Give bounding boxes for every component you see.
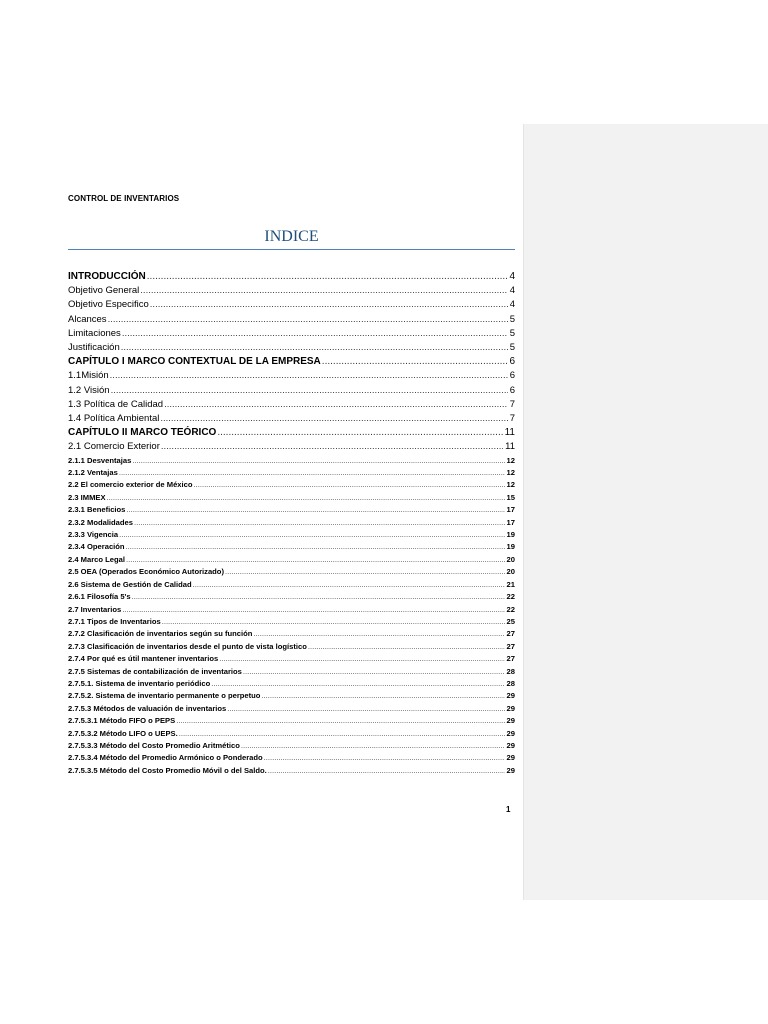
- toc-entry-label: 2.4 Marco Legal: [68, 554, 125, 564]
- toc-entry-page: 29: [506, 765, 515, 775]
- toc-leader-dots: [241, 740, 505, 752]
- toc-entry[interactable]: [68, 690, 515, 702]
- toc-entry[interactable]: [68, 641, 515, 653]
- toc-leader-dots: [132, 455, 504, 467]
- toc-leader-dots: [126, 504, 504, 516]
- page-number: 1: [506, 805, 511, 814]
- toc-entry-page: 11: [505, 441, 515, 453]
- toc-entry[interactable]: [68, 541, 515, 553]
- toc-entry-label: 2.7.2 Clasificación de inventarios según su función: [68, 629, 253, 639]
- toc-entry[interactable]: [68, 479, 515, 491]
- toc-entry-label: 2.7 Inventarios: [68, 604, 122, 614]
- toc-leader-dots: [160, 412, 507, 426]
- toc-leader-dots: [217, 426, 502, 440]
- toc-entry-page: 4: [509, 299, 515, 311]
- toc-entry[interactable]: [68, 765, 515, 777]
- toc-leader-dots: [121, 341, 508, 355]
- toc-entry[interactable]: [68, 504, 515, 516]
- toc-entry-label: Objetivo General: [68, 285, 140, 297]
- toc-entry-label: 2.7.5.3.5 Método del Costo Promedio Móvil o del Saldo.: [68, 765, 267, 775]
- toc-entry-page: 4: [509, 285, 515, 297]
- toc-leader-dots: [193, 579, 505, 591]
- toc-entry[interactable]: [68, 467, 515, 479]
- toc-leader-dots: [194, 479, 505, 491]
- toc-entry-label: 2.7.4 Por qué es útil mantener inventarios: [68, 654, 219, 664]
- toc-leader-dots: [108, 313, 508, 327]
- toc-entry-label: 1.1Misión: [68, 370, 109, 382]
- toc-entry-page: 21: [506, 579, 515, 589]
- toc-entry[interactable]: [68, 284, 515, 298]
- toc-entry-label: 2.3 IMMEX: [68, 492, 106, 502]
- toc-entry-page: 19: [506, 542, 515, 552]
- toc-entry-label: 2.7.5.3 Métodos de valuación de inventarios: [68, 703, 227, 713]
- toc-leader-dots: [110, 369, 508, 383]
- toc-leader-dots: [227, 703, 504, 715]
- toc-entry-label: 2.7.5.2. Sistema de inventario permanente o perpetuo: [68, 691, 261, 701]
- toc-entry-page: 20: [506, 567, 515, 577]
- toc-entry[interactable]: [68, 455, 515, 467]
- toc-entry[interactable]: [68, 728, 515, 740]
- toc-entry-label: Alcances: [68, 313, 107, 325]
- toc-entry-page: 28: [506, 678, 515, 688]
- toc-entry[interactable]: [68, 740, 515, 752]
- toc-entry-label: 2.3.3 Vigencia: [68, 530, 119, 540]
- toc-entry-label: 2.6 Sistema de Gestión de Calidad: [68, 579, 192, 589]
- toc-entry[interactable]: [68, 628, 515, 640]
- toc-entry-page: 11: [504, 427, 515, 439]
- toc-entry[interactable]: [68, 554, 515, 566]
- toc-entry[interactable]: [68, 517, 515, 529]
- toc-entry-label: 2.5 OEA (Operados Económico Autorizado): [68, 567, 224, 577]
- running-header: CONTROL DE INVENTARIOS: [68, 194, 180, 203]
- toc-entry-page: 5: [509, 327, 515, 339]
- toc-leader-dots: [179, 728, 505, 740]
- toc-entry-page: 27: [506, 641, 515, 651]
- title-divider: [68, 249, 515, 250]
- toc-entry-page: 28: [506, 666, 515, 676]
- toc-entry-label: 2.1 Comercio Exterior: [68, 441, 160, 453]
- toc-leader-dots: [122, 604, 504, 616]
- toc-entry-page: 29: [506, 753, 515, 763]
- toc-leader-dots: [161, 440, 503, 454]
- toc-entry-page: 6: [509, 370, 515, 382]
- table-of-contents: [68, 270, 515, 777]
- toc-entry[interactable]: [68, 616, 515, 628]
- toc-entry[interactable]: [68, 591, 515, 603]
- toc-entry[interactable]: [68, 653, 515, 665]
- toc-entry-label: 2.7.5.1. Sistema de inventario periódico: [68, 678, 211, 688]
- toc-leader-dots: [308, 641, 505, 653]
- toc-entry[interactable]: [68, 703, 515, 715]
- toc-entry-page: 29: [506, 703, 515, 713]
- toc-entry[interactable]: [68, 313, 515, 327]
- toc-entry-label: 2.1.2 Ventajas: [68, 468, 118, 478]
- toc-leader-dots: [107, 492, 505, 504]
- toc-leader-dots: [126, 541, 505, 553]
- toc-leader-dots: [122, 327, 508, 341]
- toc-entry[interactable]: [68, 492, 515, 504]
- toc-entry-page: 7: [509, 413, 515, 425]
- toc-entry[interactable]: [68, 355, 515, 369]
- toc-leader-dots: [176, 715, 504, 727]
- toc-entry-page: 15: [506, 492, 515, 502]
- toc-entry[interactable]: [68, 298, 515, 312]
- toc-entry-page: 5: [509, 342, 515, 354]
- toc-leader-dots: [111, 384, 508, 398]
- toc-entry[interactable]: [68, 752, 515, 764]
- toc-entry-label: 2.7.1 Tipos de Inventarios: [68, 616, 161, 626]
- toc-entry-page: 25: [506, 616, 515, 626]
- toc-entry-label: 2.3.4 Operación: [68, 542, 125, 552]
- toc-entry-page: 22: [506, 604, 515, 614]
- toc-entry[interactable]: [68, 426, 515, 440]
- toc-entry-page: 29: [506, 740, 515, 750]
- toc-entry[interactable]: [68, 398, 515, 412]
- toc-entry-label: CAPÍTULO II MARCO TEÓRICO: [68, 427, 217, 439]
- toc-entry-label: 1.2 Visión: [68, 384, 110, 396]
- toc-entry[interactable]: [68, 440, 515, 454]
- toc-entry-label: Limitaciones: [68, 327, 121, 339]
- toc-entry[interactable]: [68, 369, 515, 383]
- toc-entry-label: 2.7.5 Sistemas de contabilización de inventarios: [68, 666, 242, 676]
- toc-leader-dots: [268, 765, 505, 777]
- toc-entry-label: Justificación: [68, 342, 120, 354]
- toc-leader-dots: [119, 529, 504, 541]
- toc-entry-page: 27: [506, 654, 515, 664]
- toc-leader-dots: [211, 678, 504, 690]
- toc-leader-dots: [126, 554, 505, 566]
- toc-entry-page: 20: [506, 554, 515, 564]
- toc-leader-dots: [261, 690, 504, 702]
- toc-entry-page: 29: [506, 728, 515, 738]
- toc-leader-dots: [219, 653, 504, 665]
- toc-entry[interactable]: [68, 666, 515, 678]
- toc-entry-page: 4: [509, 271, 515, 282]
- toc-leader-dots: [225, 566, 505, 578]
- toc-leader-dots: [134, 517, 505, 529]
- toc-entry[interactable]: [68, 604, 515, 616]
- toc-entry[interactable]: [68, 341, 515, 355]
- toc-entry-label: Objetivo Especifico: [68, 299, 149, 311]
- toc-entry-label: 2.7.5.3.4 Método del Promedio Armónico o Ponderado: [68, 753, 263, 763]
- toc-entry[interactable]: [68, 327, 515, 341]
- toc-entry-label: 2.7.3 Clasificación de inventarios desde el punto de vista logístico: [68, 641, 307, 651]
- toc-entry-label: 2.1.1 Desventajas: [68, 455, 132, 465]
- toc-entry-page: 22: [506, 592, 515, 602]
- toc-entry-page: 29: [506, 691, 515, 701]
- toc-entry[interactable]: [68, 270, 515, 284]
- comment-pane: [523, 124, 768, 900]
- toc-entry-label: 2.3.1 Beneficios: [68, 505, 126, 515]
- toc-entry-page: 12: [506, 480, 515, 490]
- toc-entry[interactable]: [68, 384, 515, 398]
- toc-leader-dots: [119, 467, 505, 479]
- toc-entry-page: 6: [509, 384, 515, 396]
- toc-leader-dots: [132, 591, 505, 603]
- toc-entry-label: 1.3 Política de Calidad: [68, 398, 164, 410]
- toc-entry[interactable]: [68, 529, 515, 541]
- toc-leader-dots: [140, 284, 507, 298]
- toc-entry-page: 17: [506, 505, 515, 515]
- toc-entry[interactable]: [68, 566, 515, 578]
- toc-entry-page: 27: [506, 629, 515, 639]
- toc-entry-label: 2.7.5.3.3 Método del Costo Promedio Aritmético: [68, 740, 240, 750]
- toc-entry-page: 12: [506, 468, 515, 478]
- toc-entry-label: 2.7.5.3.1 Método FIFO o PEPS: [68, 716, 176, 726]
- toc-entry[interactable]: [68, 579, 515, 591]
- toc-entry-page: 17: [506, 517, 515, 527]
- toc-leader-dots: [162, 616, 505, 628]
- toc-leader-dots: [243, 666, 505, 678]
- toc-leader-dots: [253, 628, 504, 640]
- toc-entry-label: 2.7.5.3.2 Método LIFO o UEPS.: [68, 728, 178, 738]
- toc-entry-page: 6: [509, 356, 515, 368]
- toc-entry-label: CAPÍTULO I MARCO CONTEXTUAL DE LA EMPRESA: [68, 356, 321, 368]
- toc-leader-dots: [164, 398, 508, 412]
- toc-entry-label: INTRODUCCIÓN: [68, 271, 146, 282]
- toc-leader-dots: [147, 270, 508, 284]
- toc-entry-label: 2.3.2 Modalidades: [68, 517, 133, 527]
- toc-entry-page: 5: [509, 313, 515, 325]
- toc-entry-page: 7: [509, 398, 515, 410]
- toc-entry[interactable]: [68, 412, 515, 426]
- toc-entry-label: 2.6.1 Filosofía 5's: [68, 592, 131, 602]
- toc-entry-label: 1.4 Política Ambiental: [68, 413, 160, 425]
- toc-entry-label: 2.2 El comercio exterior de México: [68, 480, 193, 490]
- toc-leader-dots: [264, 752, 505, 764]
- toc-title: INDICE: [264, 228, 319, 245]
- toc-entry-page: 12: [506, 455, 515, 465]
- toc-leader-dots: [150, 298, 508, 312]
- toc-leader-dots: [322, 355, 508, 369]
- toc-entry[interactable]: [68, 715, 515, 727]
- toc-entry-page: 29: [506, 716, 515, 726]
- toc-entry-page: 19: [506, 530, 515, 540]
- toc-entry[interactable]: [68, 678, 515, 690]
